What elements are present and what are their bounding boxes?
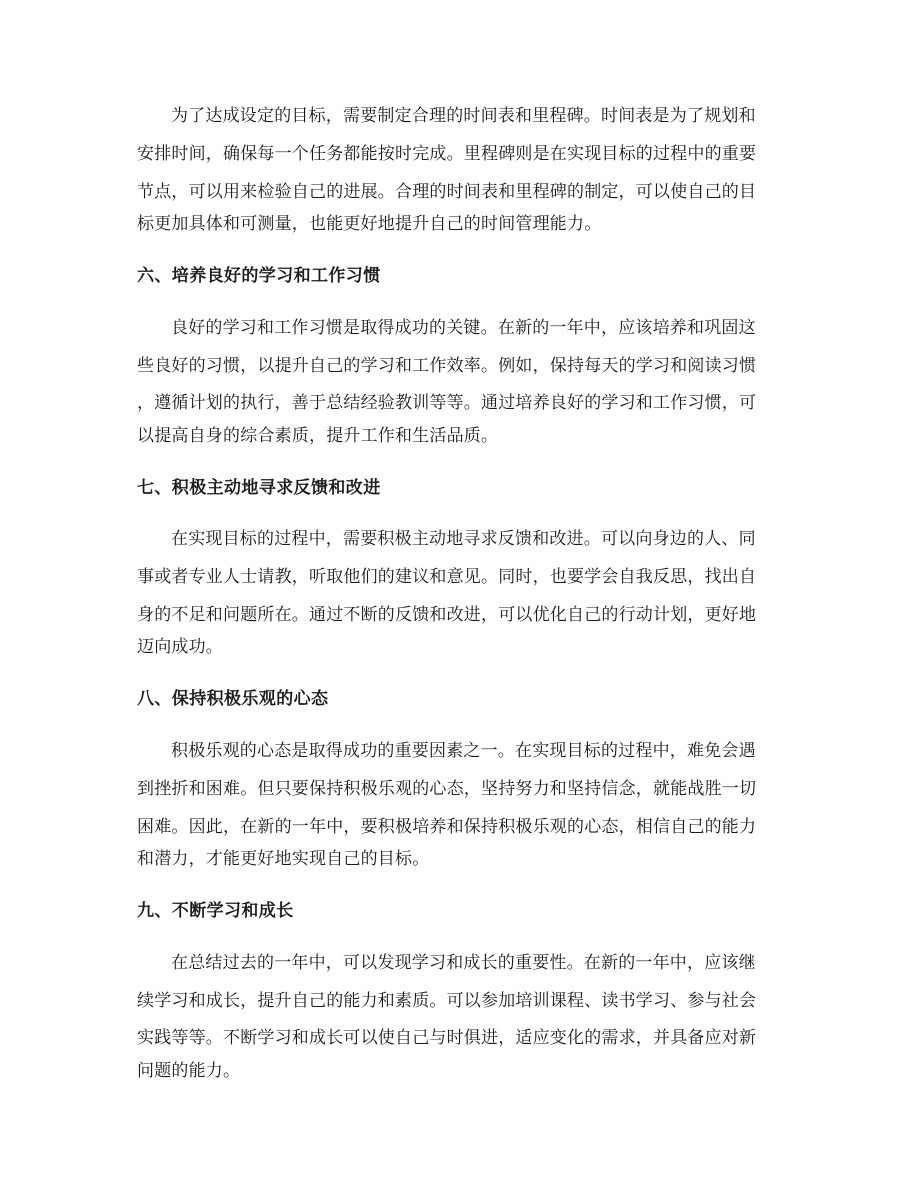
paragraph-line: 和潜力，才能更好地实现自己的目标。 <box>137 849 430 869</box>
paragraph-line: 续学习和成长，提升自己的能力和素质。可以参加培训课程、读书学习、参与社会 <box>137 991 757 1011</box>
paragraph-line: 到挫折和困难。但只要保持积极乐观的心态，坚持努力和坚持信念，就能战胜一切 <box>137 779 757 799</box>
paragraph-line: 积极乐观的心态是取得成功的重要因素之一。在实现目标的过程中，难免会遇 <box>171 741 756 761</box>
paragraph-line: 以提高自身的综合素质，提升工作和生活品质。 <box>137 426 499 446</box>
paragraph-line: 安排时间，确保每一个任务都能按时完成。里程碑则是在实现目标的过程中的重要 <box>137 144 757 164</box>
paragraph-line: 迈向成功。 <box>137 637 223 657</box>
paragraph-line: 些良好的习惯，以提升自己的学习和工作效率。例如，保持每天的学习和阅读习惯 <box>137 356 757 376</box>
paragraph-line: 标更加具体和可测量，也能更好地提升自己的时间管理能力。 <box>137 214 602 234</box>
paragraph-line: 实践等等。不断学习和成长可以使自己与时俱进，适应变化的需求，并具备应对新 <box>137 1028 757 1048</box>
paragraph-line: 节点，可以用来检验自己的进展。合理的时间表和里程碑的制定，可以使自己的目 <box>137 182 757 202</box>
section-heading: 九、不断学习和成长 <box>137 901 294 921</box>
section-heading: 六、培养良好的学习和工作习惯 <box>137 266 381 286</box>
paragraph-line: 在实现目标的过程中，需要积极主动地寻求反馈和改进。可以向身边的人、同 <box>171 529 756 549</box>
section-heading: 七、积极主动地寻求反馈和改进 <box>137 478 381 498</box>
paragraph-line: 问题的能力。 <box>137 1061 241 1081</box>
paragraph-line: 困难。因此，在新的一年中，要积极培养和保持积极乐观的心态，相信自己的能力 <box>137 817 757 837</box>
paragraph-line: 在总结过去的一年中，可以发现学习和成长的重要性。在新的一年中，应该继 <box>171 953 756 973</box>
paragraph-line: 身的不足和问题所在。通过不断的反馈和改进，可以优化自己的行动计划，更好地 <box>137 605 757 625</box>
paragraph-line: 为了达成设定的目标，需要制定合理的时间表和里程碑。时间表是为了规划和 <box>171 106 756 126</box>
paragraph-line: 良好的学习和工作习惯是取得成功的关键。在新的一年中，应该培养和巩固这 <box>171 318 756 338</box>
paragraph-line: 事或者专业人士请教，听取他们的建议和意见。同时，也要学会自我反思，找出自 <box>137 567 757 587</box>
paragraph-line: ，遵循计划的执行，善于总结经验教训等等。通过培养良好的学习和工作习惯，可 <box>137 393 757 413</box>
section-heading: 八、保持积极乐观的心态 <box>137 689 329 709</box>
